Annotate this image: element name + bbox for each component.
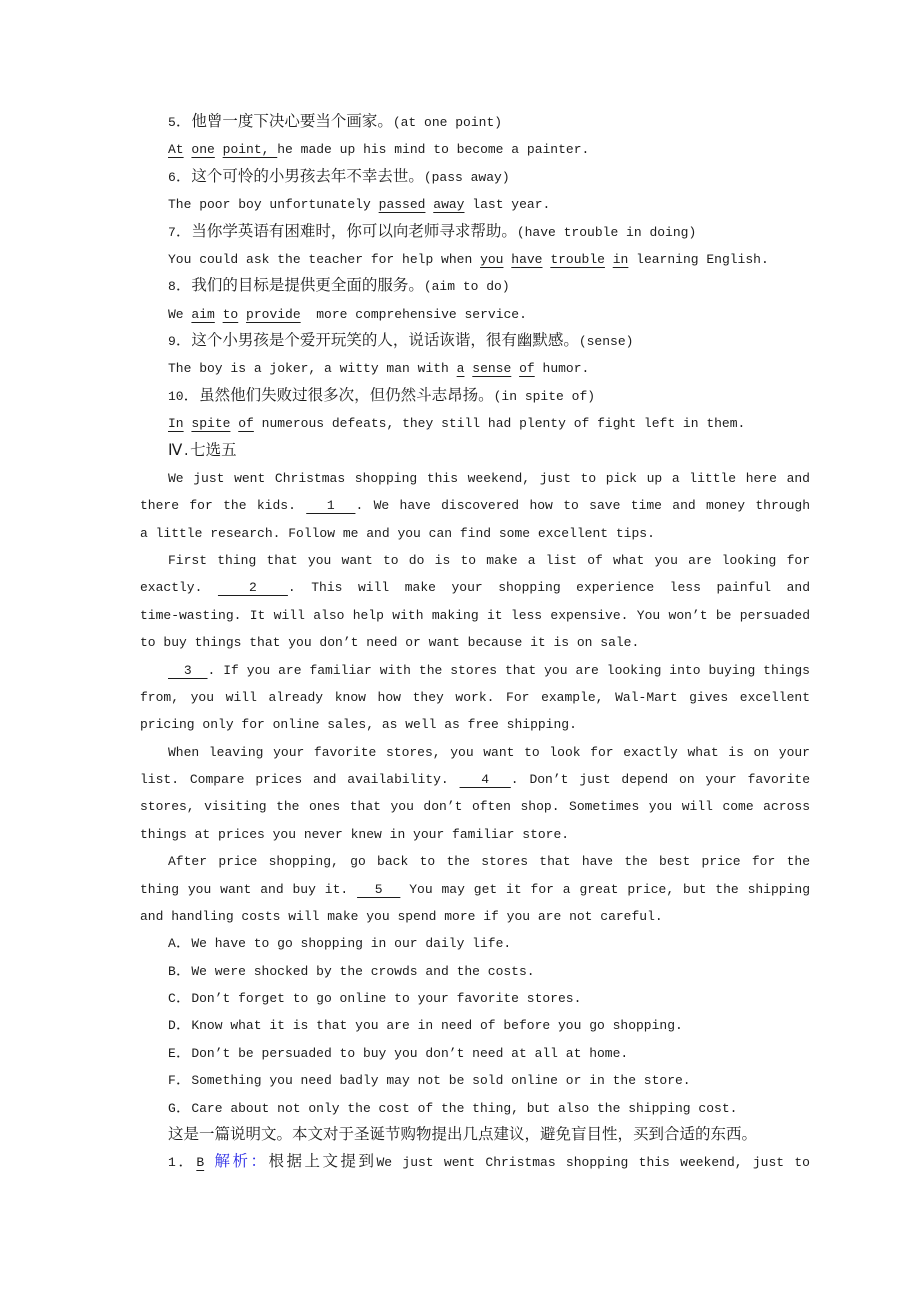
- text-run: . This will make your shopping experience less painful and: [287, 580, 810, 596]
- passage-para4-line1: [140, 739, 810, 766]
- blank-1: 1: [306, 498, 356, 514]
- text-run: [168, 1125, 758, 1144]
- passage-para2-line2: [140, 574, 810, 601]
- passage-para5-line1: [140, 848, 810, 875]
- passage-para1-line2: [140, 492, 810, 519]
- text-run: 9．这个小男孩是个爱开玩笑的人，说话诙谐，很有幽默感。(sense): [168, 332, 634, 350]
- text-run: 8．我们的目标是提供更全面的服务。(aim to do): [168, 277, 510, 296]
- cjk-text: 这是一篇说明文。本文对于圣诞节购物提出几点建议，避免盲目性，买到合适的东西。: [168, 1125, 758, 1144]
- underlined-text: sense: [472, 361, 512, 377]
- underlined-text: to: [222, 306, 239, 322]
- text-run: thing you want and buy it.: [140, 881, 358, 897]
- text-run: more comprehensive service.: [300, 306, 527, 322]
- text-run: [215, 307, 223, 322]
- cjk-text: 根据上文提到: [268, 1153, 377, 1172]
- text-run: F．Something you need badly may not be sold online or in the store.: [168, 1071, 691, 1090]
- underlined-text: spite: [191, 416, 231, 432]
- passage-para3-line2: [140, 684, 810, 711]
- text-run: list. Compare prices and availability.: [140, 772, 460, 787]
- text-run: The boy is a joker, a witty man with: [168, 361, 457, 377]
- passage-para1-line3: [140, 520, 810, 547]
- item-6-prompt: [140, 164, 810, 191]
- item-10-answer: [140, 410, 810, 437]
- passage-para5-line3: [140, 903, 810, 930]
- text-run: 1．: [168, 1153, 197, 1172]
- text-run: exactly.: [140, 580, 218, 596]
- passage-para2-line3: [140, 602, 810, 629]
- text-run: The poor boy unfortunately: [168, 197, 379, 213]
- cjk-text: ．当你学英语有困难时，你可以向老师寻求帮助。: [175, 222, 517, 241]
- cjk-text: ．: [175, 1071, 192, 1090]
- text-run: . If you are familiar with the stores that you are looking into buying things: [207, 662, 810, 678]
- text-run: 10．虽然他们失败过很多次，但仍然斗志昂扬。(in spite of): [168, 386, 596, 405]
- text-run: 5．他曾一度下决心要当个画家。(at one point): [168, 113, 503, 131]
- cjk-text: Ⅳ: [168, 441, 183, 460]
- text-run: 7．当你学英语有困难时，你可以向老师寻求帮助。(have trouble in doing): [168, 222, 697, 241]
- analysis-label: [214, 1155, 268, 1170]
- cjk-text: ．他曾一度下决心要当个画家。: [175, 113, 393, 131]
- text-run: B．We were shocked by the crowds and the costs.: [168, 961, 535, 980]
- item-8-prompt: [140, 273, 810, 300]
- underlined-text: have: [511, 251, 543, 267]
- option-A: [140, 930, 810, 957]
- passage-para2-line1: [140, 547, 810, 574]
- underlined-text: one: [191, 142, 215, 158]
- text-run: time-wasting. It will also help with making it less expensive. You won’t be persuaded: [140, 607, 810, 623]
- option-C: [140, 985, 810, 1012]
- analysis-intro: [140, 1122, 810, 1149]
- text-run: We just went Christmas shopping this weekend, just to pick up a little here and: [168, 470, 810, 486]
- answer-1-letter: B: [196, 1155, 205, 1171]
- cjk-text: ．这个小男孩是个爱开玩笑的人，说话诙谐，很有幽默感。: [175, 332, 579, 350]
- cjk-text: ．: [175, 934, 192, 953]
- text-run: You may get it for a great price, but the shipping: [400, 881, 810, 897]
- text-run: [605, 252, 613, 267]
- underlined-text: of: [519, 361, 535, 377]
- passage-para1-line1: [140, 465, 810, 492]
- cjk-text: ．: [175, 1153, 197, 1172]
- text-run: pricing only for online sales, as well as free shipping.: [140, 717, 577, 733]
- text-run: We: [168, 306, 192, 322]
- underlined-text: away: [433, 197, 465, 213]
- item-9-answer: [140, 355, 810, 382]
- text-run: You could ask the teacher for help when: [168, 251, 481, 267]
- passage-para4-line2: [140, 766, 810, 793]
- item-7-prompt: [140, 219, 810, 246]
- cjk-text: 七选五: [190, 441, 237, 460]
- text-run: numerous defeats, they still had plenty of fight left in them.: [253, 416, 746, 432]
- text-run: When leaving your favorite stores, you want to look for exactly what is on your: [168, 744, 810, 760]
- underlined-text: At: [168, 142, 184, 158]
- cjk-text: ．我们的目标是提供更全面的服务。: [175, 277, 424, 296]
- text-run: 6．这个可怜的小男孩去年不幸去世。(pass away): [168, 167, 510, 186]
- text-run: humor.: [534, 361, 590, 377]
- text-run: things at prices you never knew in your familiar store.: [140, 826, 570, 842]
- text-run: last year.: [464, 197, 551, 213]
- underlined-text: you: [480, 251, 504, 267]
- passage-para3-line3: [140, 711, 810, 738]
- option-F: [140, 1067, 810, 1094]
- underlined-text: trouble: [550, 251, 605, 267]
- cjk-text: ．: [175, 1098, 192, 1117]
- item-5-answer: [140, 136, 810, 163]
- cjk-text: ．虽然他们失败过很多次，但仍然斗志昂扬。: [183, 386, 494, 405]
- text-run: After price shopping, go back to the stores that have the best price for the: [168, 854, 810, 870]
- text-run: from, you will already know how they work. For example, Wal-Mart gives excellent: [140, 689, 810, 705]
- option-D: [140, 1012, 810, 1039]
- text-run: C．Don’t forget to go online to your favorite stores.: [168, 989, 582, 1007]
- text-run: [238, 307, 246, 322]
- text-run: First thing that you want to do is to make a list of what you are looking for: [168, 553, 810, 568]
- option-G: [140, 1095, 810, 1122]
- cjk-text: ．: [175, 961, 192, 980]
- item-9-prompt: [140, 328, 810, 355]
- text-run: [215, 142, 223, 157]
- blank-2: 2: [217, 580, 288, 596]
- item-10-prompt: [140, 383, 810, 410]
- text-run: 根据上文提到We just went Christmas shopping this weekend, just to: [268, 1153, 810, 1172]
- answer-1: [140, 1149, 810, 1176]
- underlined-text: in: [612, 251, 629, 267]
- text-run: a little research. Follow me and you can find some excellent tips.: [140, 525, 655, 541]
- text-run: [204, 1155, 214, 1170]
- underlined-text: In: [168, 416, 184, 432]
- text-run: and handling costs will make you spend more if you are not careful.: [140, 908, 663, 924]
- blank-4: 4: [459, 772, 511, 787]
- text-run: he made up his mind to become a painter.: [277, 142, 590, 158]
- cjk-text: ．: [175, 1016, 192, 1035]
- text-run: A．We have to go shopping in our daily life.: [168, 934, 512, 953]
- underlined-text: of: [238, 416, 254, 432]
- text-run: . Don’t just depend on your favorite: [510, 772, 810, 787]
- text-run: stores, visiting the ones that you don’t often shop. Sometimes you will come across: [140, 799, 810, 815]
- text-run: Ⅳ.七选五: [168, 441, 237, 460]
- blank-3: 3: [168, 662, 208, 678]
- item-7-answer: [140, 246, 810, 273]
- section-heading-cloze: [140, 438, 810, 465]
- text-run: . We have discovered how to save time and money through: [355, 498, 810, 514]
- item-6-answer: [140, 191, 810, 218]
- item-8-answer: [140, 301, 810, 328]
- option-B: [140, 958, 810, 985]
- text-run: G．Care about not only the cost of the thing, but also the shipping cost.: [168, 1098, 738, 1117]
- passage-para5-line2: [140, 876, 810, 903]
- text-run: D．Know what it is that you are in need of before you go shopping.: [168, 1016, 683, 1035]
- text-run: to buy things that you don’t need or want because it is on sale.: [140, 635, 640, 651]
- underlined-text: a: [456, 361, 465, 377]
- cjk-text: ．: [175, 1043, 192, 1062]
- text-run: learning English.: [628, 251, 769, 267]
- passage-para2-line4: [140, 629, 810, 656]
- passage-para4-line4: [140, 821, 810, 848]
- item-5-prompt: [140, 109, 810, 136]
- blank-5: 5: [357, 881, 401, 897]
- cjk-text: 解析：: [214, 1153, 269, 1172]
- underlined-text: provide: [246, 306, 301, 322]
- cjk-text: ．这个可怜的小男孩去年不幸去世。: [175, 167, 424, 186]
- passage-para4-line3: [140, 793, 810, 820]
- text-run: E．Don’t be persuaded to buy you don’t need at all at home.: [168, 1043, 629, 1062]
- text-run: there for the kids.: [140, 498, 307, 514]
- underlined-text: point,: [222, 142, 278, 158]
- cjk-text: ．: [175, 989, 192, 1007]
- underlined-text: passed: [378, 197, 426, 213]
- underlined-text: aim: [191, 306, 215, 322]
- passage-para3-line1: [140, 657, 810, 684]
- option-E: [140, 1040, 810, 1067]
- text-run: [511, 361, 519, 376]
